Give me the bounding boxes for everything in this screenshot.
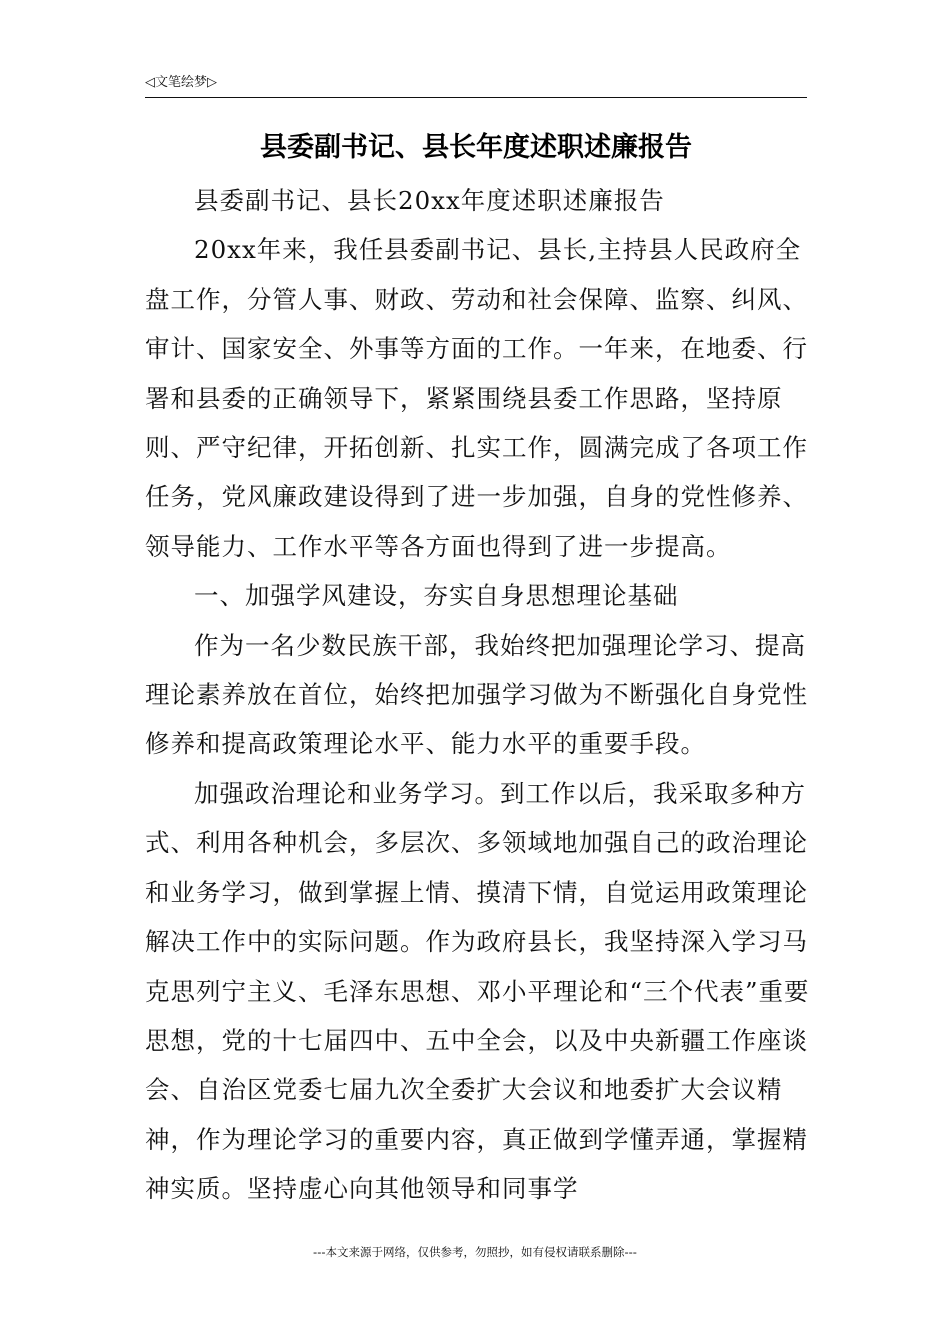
intro-paragraph: 20xx年来，我任县委副书记、县长,主持县人民政府全盘工作，分管人事、财政、劳动和社会保障、监察、纠风、审计、国家安全、外事等方面的工作。一年来，在地委、行署和县委的正确领导下，紧紧围绕县委工作思路，坚持原则、严守纪律，开拓创新、扎实工作，圆满完成了各项工作任务，党风廉政建设得到了进一步加强，自身的党性修养、领导能力、工作水平等各方面也得到了进一步提高。 — [145, 235, 808, 561]
document-body — [145, 176, 815, 1214]
footer-disclaimer: ---本文来源于网络，仅供参考，勿照抄，如有侵权请联系删除--- — [313, 1245, 637, 1259]
body-paragraph: 加强政治理论和业务学习。到工作以后，我采取多种方式、利用各种机会，多层次、多领域地加强自己的政治理论和业务学习，做到掌握上情、摸清下情，自觉运用政策理论解决工作中的实际问题。作为政府县长，我坚持深入学习马克思列宁主义、毛泽东思想、邓小平理论和“三个代表”重要思想，党的十七届四中、五中全会，以及中央新疆工作座谈会、自治区党委七届九次全委扩大会议和地委扩大会议精神，作为理论学习的重要内容，真正做到学懂弄通，掌握精神实质。坚持虚心向其他领导和同事学 — [145, 778, 810, 1204]
section-heading: 一、加强学风建设，夯实自身思想理论基础 — [194, 581, 679, 611]
header-divider — [145, 97, 807, 98]
document-title: 县委副书记、县长年度述职述廉报告 — [260, 132, 692, 163]
body-paragraph: 作为一名少数民族干部，我始终把加强理论学习、提高理论素养放在首位，始终把加强学习做为不断强化自身党性修养和提高政策理论水平、能力水平的重要手段。 — [145, 630, 808, 759]
header-brand: ◁文笔绘梦▷ — [145, 75, 217, 90]
subtitle-paragraph: 县委副书记、县长20xx年度述职述廉报告 — [194, 186, 665, 215]
